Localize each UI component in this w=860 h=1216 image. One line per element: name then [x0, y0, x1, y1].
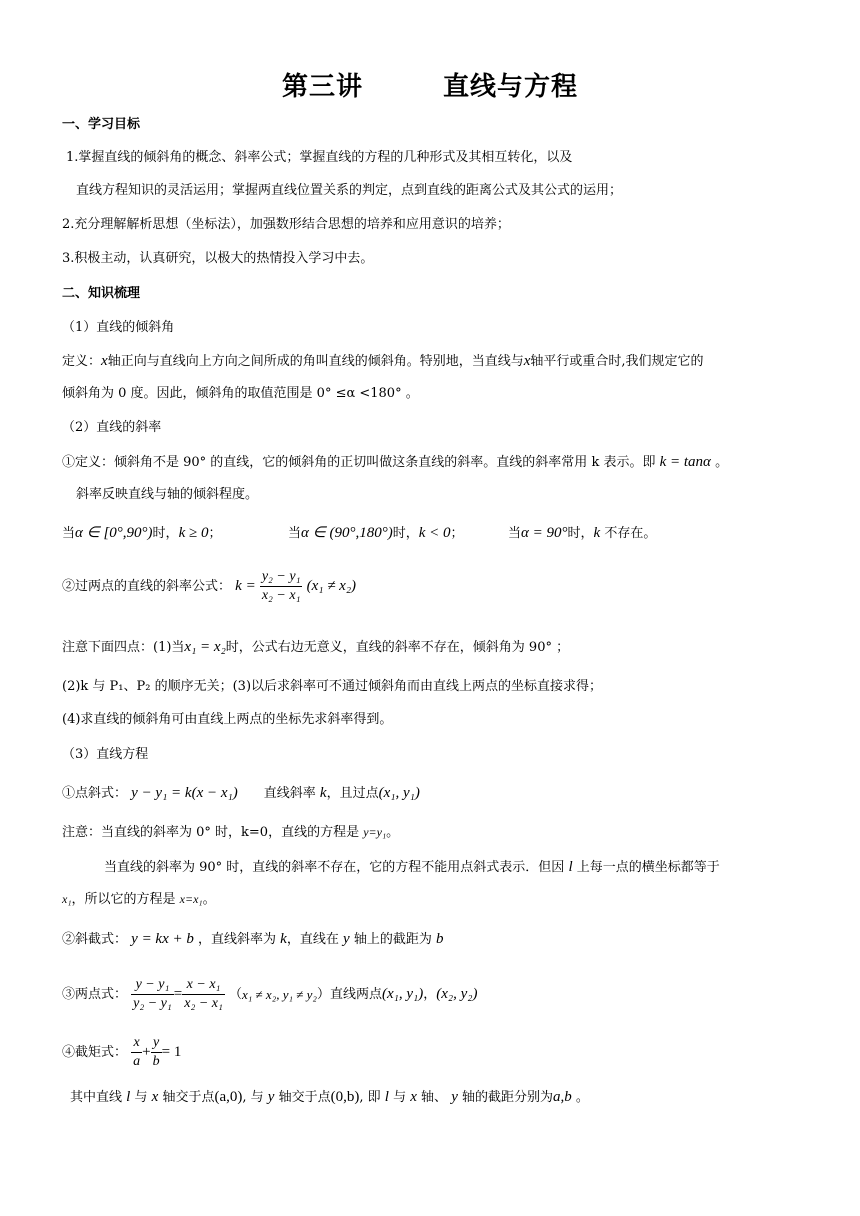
slope-case-acute: 当α ∈ [0°,90°)时，k ≥ 0； [62, 525, 222, 541]
title-lecture-number: 第三讲 [281, 72, 363, 102]
goal-1-line-2: 直线方程知识的灵活运用；掌握两直线位置关系的判定，点到直线的距离公式及其公式的运用； [76, 183, 623, 198]
title-topic: 直线与方程 [443, 72, 579, 102]
inclination-range: 倾斜角为 0 度。因此，倾斜角的取值范围是 0° ≤α <180° 。 [62, 386, 419, 401]
intercept-fraction-x: $\frac{x}{a}$ [133, 1035, 141, 1069]
intercept-form: ④截矩式： $\frac{x}{a}$ + $\frac{y}{b}$ = 1 [62, 1035, 182, 1069]
two-point-fraction-x: $\frac{\text{x − x₁}}{\text{x₂ − x₁}}$ [184, 977, 223, 1011]
note-point-1: 注意下面四点：(1)当x₁ = x₂时，公式右边无意义，直线的斜率不存在，倾斜角为 90° ； [62, 639, 570, 655]
subsection-line-equation: （3）直线方程 [62, 747, 149, 762]
two-point-slope-formula: ②过两点的直线的斜率公式： k = $\frac{\text{y₂ − y₁}}{\text{x₂ − x₁}}$ (x₁ ≠ x₂) [62, 569, 357, 603]
slope-case-obtuse: 当α ∈ (90°,180°)时，k < 0； [288, 525, 464, 541]
slope-intercept-form: ②斜截式： y = kx + b ，直线斜率为 k，直线在 y 轴上的截距为 b [62, 931, 444, 947]
goal-2: 2.充分理解解析思想（坐标法），加强数形结合思想的培养和应用意识的培养； [62, 217, 510, 232]
two-point-form: ③两点式： $\frac{\text{y − y₁}}{\text{y₂ − y₁}}$ = $\frac{\text{x − x₁}}{\text{x₂ − x₁}}$ （x₁ ≠ x₂, y₁ ≠ y₂）直线两点(x₁, y₁)，(x₂, y₂) [62, 977, 478, 1011]
slope-definition: ①定义：倾斜角不是 90° 的直线，它的倾斜角的正切叫做这条直线的斜率。直线的斜率常用 k 表示。即 k = tanα 。 [62, 454, 729, 470]
goal-1-line-1: 1.掌握直线的倾斜角的概念、斜率公式；掌握直线的方程的几种形式及其相互转化，以及 [66, 150, 573, 165]
note-point-4: (4)求直线的倾斜角可由直线上两点的坐标先求斜率得到。 [62, 712, 393, 727]
section-heading-knowledge: 二、知识梳理 [62, 286, 141, 301]
subsection-inclination: （1）直线的倾斜角 [62, 320, 175, 335]
point-slope-form: ①点斜式： y − y₁ = k(x − x₁) 直线斜率 k，且过点(x₁, y₁) [62, 785, 420, 801]
goal-3: 3.积极主动，认真研究，以极大的热情投入学习中去。 [62, 251, 374, 266]
section-heading-goals: 一、学习目标 [62, 117, 141, 132]
inclination-definition: 定义：x轴正向与直线向上方向之间所成的角叫直线的倾斜角。特别地，当直线与x轴平行或重合时,我们规定它的 [62, 353, 704, 369]
point-slope-note-vertical: 当直线的斜率为 90° 时，直线的斜率不存在，它的方程不能用点斜式表示．但因 l 上每一点的横坐标都等于 [104, 859, 720, 875]
two-point-fraction-y: $\frac{\text{y − y₁}}{\text{y₂ − y₁}}$ [133, 977, 172, 1011]
point-slope-note-horizontal: 注意：当直线的斜率为 0° 时，k=0，直线的方程是 y=y₁。 [62, 825, 400, 840]
slope-case-vertical: 当α = 90°时，k 不存在。 [508, 525, 657, 541]
intercept-fraction-y: $\frac{y}{b}$ [152, 1035, 160, 1069]
page-title [0, 66, 860, 103]
intercept-description: 其中直线 l 与 x 轴交于点(a,0), 与 y 轴交于点(0,b), 即 l 与 x 轴、 y 轴的截距分别为a,b 。 [70, 1089, 589, 1105]
slope-meaning: 斜率反映直线与轴的倾斜程度。 [76, 487, 259, 502]
note-points-2-3: (2)k 与 P₁、P₂ 的顺序无关；(3)以后求斜率可不通过倾斜角而由直线上两点的坐标直接求得； [62, 679, 603, 694]
point-slope-note-vertical-cont: x₁，所以它的方程是 x=x₁。 [62, 892, 216, 907]
slope-fraction: $\frac{\text{y₂ − y₁}}{\text{x₂ − x₁}}$ [261, 569, 301, 603]
subsection-slope: （2）直线的斜率 [62, 420, 162, 435]
